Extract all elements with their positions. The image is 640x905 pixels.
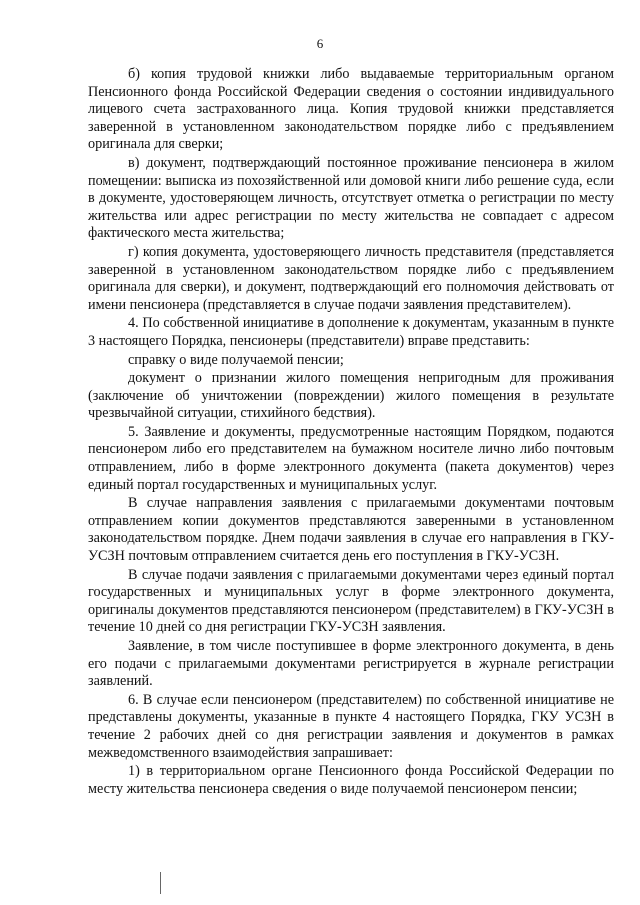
paragraph-6-item-1: 1) в территориальном органе Пенсионного фонда Российской Федерации по месту жительства пенсионера сведения о виде получаемой пенсионером пенсии; (88, 763, 614, 797)
paragraph-4-item-1: справку о виде получаемой пенсии; (128, 351, 344, 368)
paragraph-4-item-2: документ о признании жилого помещения непригодным для проживания (заключение об уничтожении (повреждении) жилого помещения в результате чрезвычайной ситуации, стихийного бедствия). (88, 370, 614, 422)
scan-artifact-line (160, 872, 161, 894)
paragraph-5-portal: В случае подачи заявления с прилагаемыми документами через единый портал государственных и муниципальных услуг в форме электронного документа, оригиналы документов представляются пенсионером (представителем) в ГКУ-УСЗН в течение 10 дней со дня регистрации ГКУ-УСЗН заявления. (88, 566, 614, 636)
paragraph-5-mail: В случае направления заявления с прилагаемыми документами почтовым отправлением копии документов представляются заверенными в установленном законодательством порядке. Днем подачи заявления в случае его направления в ГКУ-УСЗН почтовым отправлением считается день его поступления в ГКУ-УСЗН. (88, 495, 614, 565)
paragraph-6: 6. В случае если пенсионером (представителем) по собственной инициативе не представлены документы, указанные в пункте 4 настоящего Порядка, ГКУ УСЗН в течение 2 рабочих дней со дня регистрации заявления и документов в рамках межведомственного взаимодействия запрашивает: (88, 691, 614, 761)
paragraph-4: 4. По собственной инициативе в дополнение к документам, указанным в пункте 3 настоящего Порядка, пенсионеры (представители) вправе представить: (88, 315, 614, 349)
paragraph-5-registration: Заявление, в том числе поступившее в форме электронного документа, в день его подачи с прилагаемыми документами регистрируется в журнале регистрации заявлений. (88, 638, 614, 690)
document-body (88, 66, 614, 799)
page-number: 6 (316, 36, 324, 51)
paragraph-3b: б) копия трудовой книжки либо выдаваемые территориальным органом Пенсионного фонда Российской Федерации сведения о состоянии индивидуального лицевого счета застрахованного лица. Копия трудовой книжки представляется заверенной в установленном законодательством порядке либо с предъявлением оригинала для сверки; (88, 66, 614, 153)
paragraph-3g: г) копия документа, удостоверяющего личность представителя (представляется заверенной в установленном законодательством порядке либо с предъявлением оригинала для сверки), и документ, подтверждающий его полномочия действовать от имени пенсионера (представляется в случае подачи заявления представителем). (88, 243, 614, 313)
paragraph-3v: в) документ, подтверждающий постоянное проживание пенсионера в жилом помещении: выписка из похозяйственной или домовой книги либо решение суда, если в документе, удостоверяющем личность, отсутствует отметка о регистрации по месту жительства или адрес регистрации по месту жительства не совпадает с адресом фактического места жительства; (88, 154, 614, 242)
paragraph-5: 5. Заявление и документы, предусмотренные настоящим Порядком, подаются пенсионером либо его представителем на бумажном носителе лично либо почтовым отправлением, либо в форме электронного документа (пакета документов) через единый портал государственных и муниципальных услуг. (88, 423, 614, 493)
